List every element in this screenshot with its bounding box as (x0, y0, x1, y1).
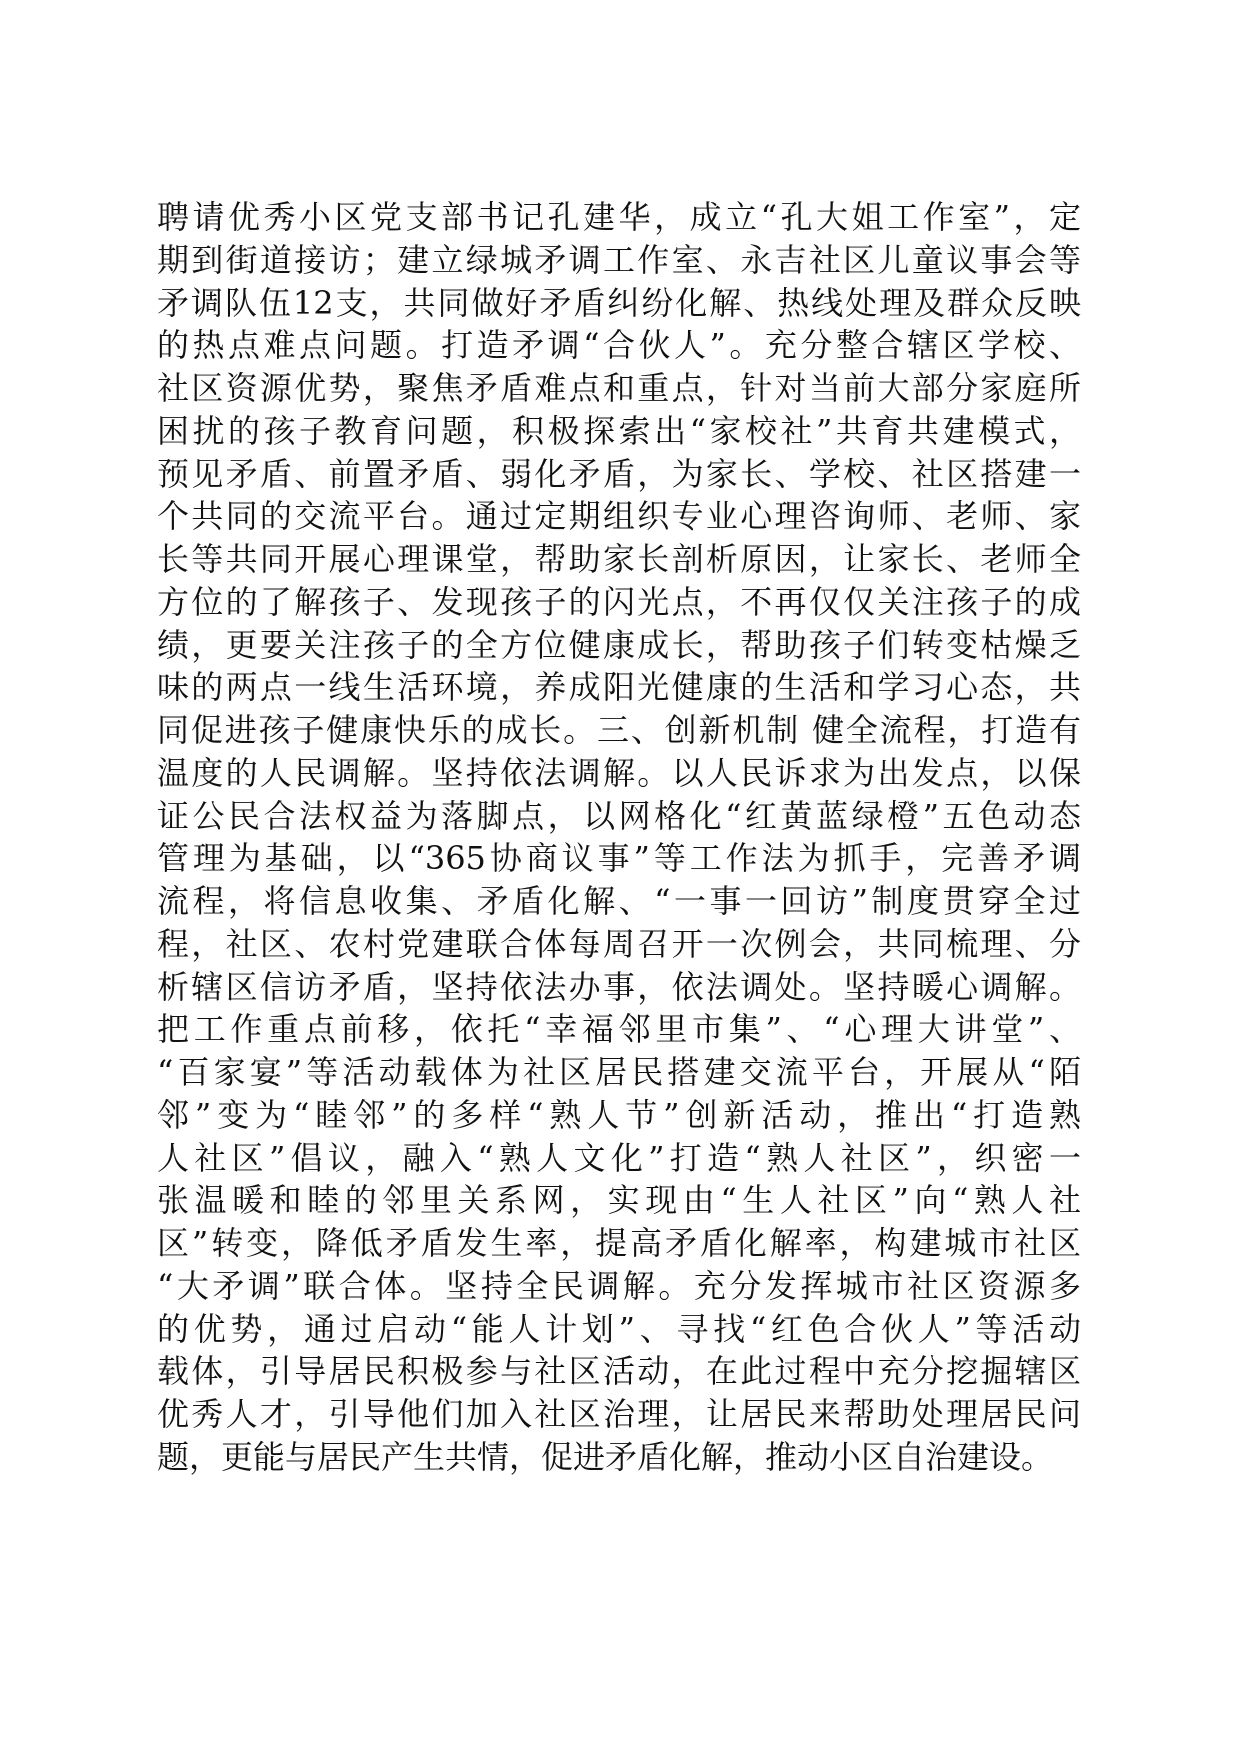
text-line: 证公民合法权益为落脚点，以网格化“红黄蓝绿橙”五色动态 (157, 796, 1081, 835)
text-line: 同促进孩子健康快乐的成长。三、创新机制 健全流程，打造有 (157, 711, 1081, 749)
text-line: 管理为基础，以“365协商议事”等工作法为抓手，完善矛调 (157, 839, 1081, 878)
text-line: 预见矛盾、前置矛盾、弱化矛盾，为家长、学校、社区搭建一 (157, 454, 1081, 493)
text-line: 聘请优秀小区党支部书记孔建华，成立“孔大姐工作室”，定 (157, 198, 1081, 236)
text-line: 题，更能与居民产生共情，促进矛盾化解，推动小区自治建设。 (157, 1437, 1054, 1476)
text-line: 程，社区、农村党建联合体每周召开一次例会，共同梳理、分 (157, 924, 1081, 963)
text-line: 个共同的交流平台。通过定期组织专业心理咨询师、老师、家 (157, 497, 1081, 536)
text-line: 方位的了解孩子、发现孩子的闪光点，不再仅仅关注孩子的成 (157, 582, 1081, 621)
text-line: 区”转变，降低矛盾发生率，提高矛盾化解率，构建城市社区 (157, 1224, 1081, 1262)
text-line: 析辖区信访矛盾，坚持依法办事，依法调处。坚持暖心调解。 (157, 967, 1081, 1006)
text-line: 矛调队伍12支，共同做好矛盾纠纷化解、热线处理及群众反映 (157, 283, 1081, 322)
text-line: 人社区”倡议，融入“熟人文化”打造“熟人社区”，织密一 (157, 1138, 1081, 1177)
text-line: 长等共同开展心理课堂，帮助家长剖析原因，让家长、老师全 (157, 540, 1081, 578)
text-line: 流程，将信息收集、矛盾化解、“一事一回访”制度贯穿全过 (157, 882, 1081, 920)
text-line: “百家宴”等活动载体为社区居民搭建交流平台，开展从“陌 (157, 1053, 1081, 1091)
text-line: 张温暖和睦的邻里关系网，实现由“生人社区”向“熟人社 (157, 1181, 1081, 1220)
text-line: 的热点难点问题。打造矛调“合伙人”。充分整合辖区学校、 (157, 326, 1081, 365)
text-line: 优秀人才，引导他们加入社区治理，让居民来帮助处理居民问 (157, 1395, 1081, 1433)
text-line: 载体，引导居民积极参与社区活动，在此过程中充分挖掘辖区 (157, 1352, 1081, 1391)
text-line: 社区资源优势，聚焦矛盾难点和重点，针对当前大部分家庭所 (157, 369, 1081, 407)
text-line: 期到街道接访；建立绿城矛调工作室、永吉社区儿童议事会等 (157, 240, 1081, 279)
text-line: 温度的人民调解。坚持依法调解。以人民诉求为出发点，以保 (157, 753, 1081, 792)
text-line: “大矛调”联合体。坚持全民调解。充分发挥城市社区资源多 (157, 1266, 1081, 1305)
text-line: 绩，更要关注孩子的全方位健康成长，帮助孩子们转变枯燥乏 (157, 625, 1081, 664)
text-line: 困扰的孩子教育问题，积极探索出“家校社”共育共建模式， (157, 411, 1081, 450)
text-line: 味的两点一线生活环境，养成阳光健康的生活和学习心态，共 (157, 668, 1081, 707)
text-line: 把工作重点前移，依托“幸福邻里市集”、“心理大讲堂”、 (157, 1010, 1081, 1049)
text-line: 邻”变为“睦邻”的多样“熟人节”创新活动，推出“打造熟 (157, 1095, 1081, 1134)
body-paragraph (157, 196, 1081, 1479)
text-line: 的优势，通过启动“能人计划”、寻找“红色合伙人”等活动 (157, 1309, 1081, 1348)
